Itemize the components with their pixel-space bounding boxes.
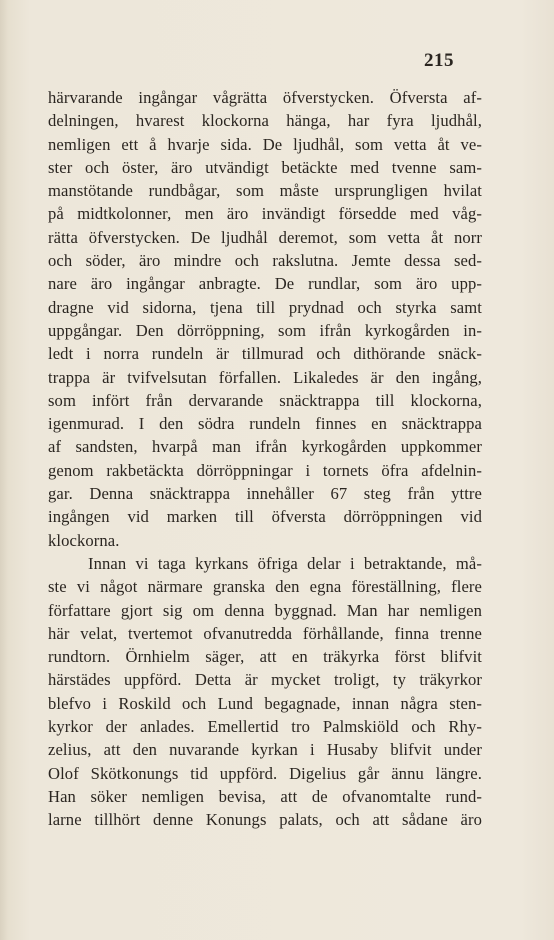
text-line: ledt i norra rundeln är tillmurad och dithörande snäck- [48, 344, 482, 364]
text-line: gar. Denna snäcktrappa innehåller 67 steg från yttre [48, 484, 482, 504]
text-line: ingången vid marken till öfversta dörröppningen vid [48, 507, 482, 527]
text-line: uppgångar. Den dörröppning, som ifrån kyrkogården in- [48, 320, 482, 340]
text-line: ster och öster, äro utvändigt betäckte med tvenne sam- [48, 157, 482, 177]
text-line: klockorna. [48, 530, 120, 550]
text-line: zelius, att den nuvarande kyrkan i Husaby blifvit under [48, 740, 482, 760]
text-line: nemligen ett å hvarje sida. De ljudhål, som vetta åt ve- [48, 134, 482, 154]
text-line: manstötande rundbågar, som måste ursprungligen hvilat [48, 181, 482, 201]
text-line: af sandsten, hvarpå man ifrån kyrkogården uppkommer [48, 437, 482, 457]
text-line: härstädes uppförd. Detta är mycket troligt, ty träkyrkor [48, 670, 482, 690]
text-line: här velat, tvertemot ofvanutredda förhållande, finna trenne [48, 623, 482, 643]
text-line: dragne vid sidorna, tjena till prydnad och styrka samt [48, 297, 482, 317]
text-line: och söder, äro mindre och rakslutna. Jemte dessa sed- [48, 251, 482, 271]
text-line: nare äro ingångar anbragte. De rundlar, som äro upp- [48, 274, 482, 294]
text-line: rätta öfverstycken. De ljudhål deremot, som vetta åt norr [48, 227, 482, 247]
body-text [48, 86, 482, 832]
text-line: författare gjort sig om denna byggnad. Man har nemligen [48, 600, 482, 620]
text-line: som infört från dervarande snäcktrappa till klockorna, [48, 390, 482, 410]
text-line: trappa är tvifvelsutan förfallen. Likaledes är den ingång, [48, 367, 482, 387]
text-line: genom rakbetäckta dörröppningar i tornets öfra afdelnin- [48, 460, 482, 480]
page-number: 215 [424, 50, 454, 71]
text-line: Olof Skötkonungs tid uppförd. Digelius går ännu längre. [48, 763, 482, 783]
text-line: kyrkor der anlades. Emellertid tro Palmskiöld och Rhy- [48, 717, 482, 737]
text-line: ste vi något närmare granska den egna föreställning, flere [48, 577, 482, 597]
text-line: larne tillhört denne Konungs palats, och att sådane äro [48, 810, 482, 830]
text-line: härvarande ingångar vågrätta öfverstycken. Öfversta af- [48, 88, 482, 107]
text-line: på midtkolonner, men äro invändigt försedde med våg- [48, 204, 482, 224]
text-line: rundtorn. Örnhielm säger, att en träkyrka först blifvit [48, 647, 482, 667]
text-line: Innan vi taga kyrkans öfriga delar i betraktande, må- [88, 553, 482, 573]
text-line: igenmurad. I den södra rundeln finnes en snäcktrappa [48, 414, 482, 434]
text-line: blefvo i Roskild och Lund begagnade, innan några sten- [48, 693, 482, 713]
text-line: Han söker nemligen bevisa, att de ofvanomtalte rund- [48, 786, 482, 806]
text-line: delningen, hvarest klockorna hänga, har fyra ljudhål, [48, 111, 482, 131]
